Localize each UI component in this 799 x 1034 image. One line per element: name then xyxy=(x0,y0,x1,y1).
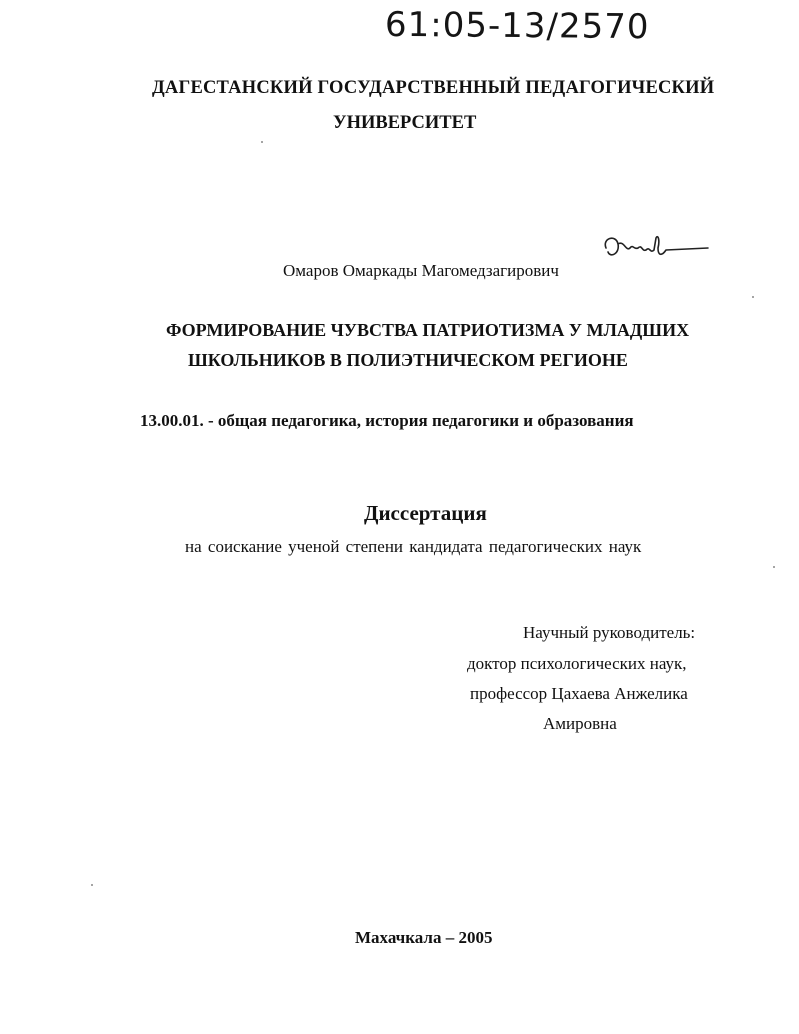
degree-subtitle: на соискание ученой степени кандидата педагогических наук xyxy=(185,537,642,556)
scan-speck xyxy=(261,141,263,143)
author-name: Омаров Омаркады Магомедзагирович xyxy=(283,261,559,280)
specialty-code: 13.00.01. - общая педагогика, история педагогики и образования xyxy=(140,411,634,430)
supervisor-degree: доктор психологических наук, xyxy=(467,654,687,673)
dissertation-title-line1: ФОРМИРОВАНИЕ ЧУВСТВА ПАТРИОТИЗМА У МЛАДШИХ xyxy=(166,320,690,340)
document-type-heading: Диссертация xyxy=(364,501,487,525)
supervisor-name-line1: профессор Цахаева Анжелика xyxy=(470,684,688,703)
scan-speck xyxy=(773,566,775,568)
archive-code-handwritten: 61:05-13/2570 xyxy=(384,4,650,48)
dissertation-title-line2: ШКОЛЬНИКОВ В ПОЛИЭТНИЧЕСКОМ РЕГИОНЕ xyxy=(188,350,628,370)
scan-speck xyxy=(91,884,93,886)
supervisor-name-line2: Амировна xyxy=(543,714,617,733)
university-name-line2: УНИВЕРСИТЕТ xyxy=(333,113,477,133)
university-name-line1: ДАГЕСТАНСКИЙ ГОСУДАРСТВЕННЫЙ ПЕДАГОГИЧЕСКИЙ xyxy=(152,78,715,98)
scan-speck xyxy=(752,296,754,298)
author-signature-icon xyxy=(600,226,710,270)
supervisor-label: Научный руководитель: xyxy=(523,623,696,642)
city-year: Махачкала – 2005 xyxy=(355,928,493,947)
